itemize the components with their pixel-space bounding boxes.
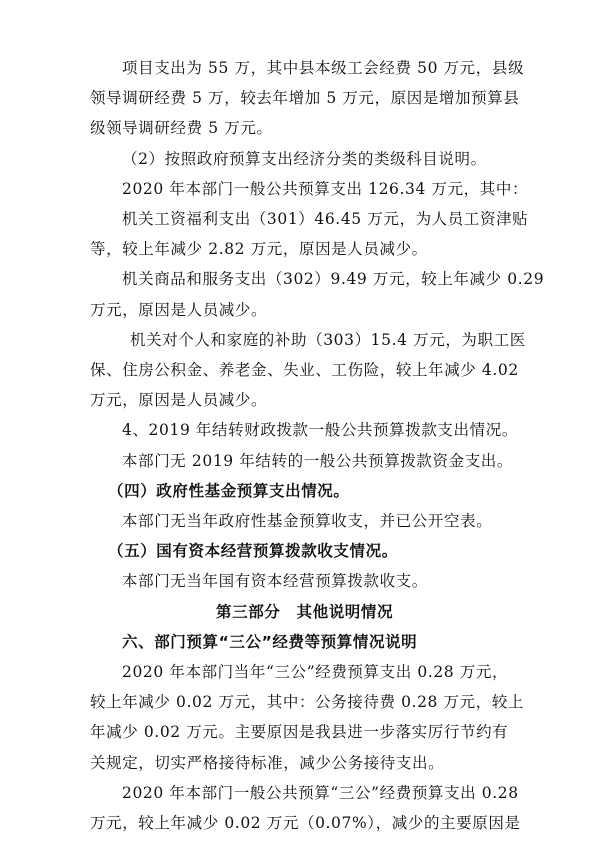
- section-heading: （四）政府性基金预算支出情况。: [108, 481, 350, 500]
- body-line: 2020 年本部门一般公共预算“三公”经费预算支出 0.28: [122, 783, 519, 802]
- body-line: 机关对个人和家庭的补助（303）15.4 万元，为职工医: [130, 330, 526, 349]
- body-line: 等，较上年减少 2.82 万元，原因是人员减少。: [90, 240, 428, 259]
- body-line: 保、住房公积金、养老金、失业、工伤险，较上年减少 4.02: [90, 361, 519, 379]
- section-heading: 六、部门预算“三公”经费等预算情况说明: [122, 632, 418, 651]
- body-line: 级领导调研经费 5 万元。: [90, 119, 273, 138]
- body-line: 机关商品和服务支出（302）9.49 万元，较上年减少 0.29: [122, 270, 545, 289]
- body-line: 机关工资福利支出（301）46.45 万元，为人员工资津贴: [122, 210, 529, 228]
- body-line: 关规定，切实严格接待标准，减少公务接待支出。: [90, 753, 445, 772]
- body-line: 项目支出为 55 万，其中县本级工会经费 50 万元，县级: [122, 59, 525, 77]
- body-line: 本部门无当年国有资本经营预算拨款收支。: [122, 572, 428, 591]
- part-title: 第三部分 其他说明情况: [216, 602, 394, 621]
- body-line: 万元，较上年减少 0.02 万元（0.07%），减少的主要原因是: [90, 814, 521, 832]
- body-line: 万元，原因是人员减少。: [90, 391, 268, 410]
- body-line: 万元，原因是人员减少。: [90, 300, 268, 319]
- body-line: 2020 年本部门当年“三公”经费预算支出 0.28 万元，: [122, 663, 509, 681]
- section-heading: （五）国有资本经营预算拨款收支情况。: [108, 542, 398, 561]
- body-line: 本部门无 2019 年结转的一般公共预算拨款资金支出。: [122, 451, 514, 470]
- body-line: 年减少 0.02 万元。主要原因是我县进一步落实厉行节约有: [90, 723, 509, 742]
- body-line: 较上年减少 0.02 万元，其中：公务接待费 0.28 万元，较上: [90, 693, 525, 712]
- body-line: （2）按照政府预算支出经济分类的类级科目说明。: [122, 149, 487, 168]
- body-line: 领导调研经费 5 万，较去年增加 5 万元，原因是增加预算县: [90, 89, 520, 108]
- body-line: 本部门无当年政府性基金预算收支，并已公开空表。: [122, 512, 493, 530]
- body-line: 2020 年本部门一般公共预算支出 126.34 万元，其中：: [122, 179, 529, 198]
- body-line: 4、2019 年结转财政拨款一般公共预算拨款支出情况。: [122, 421, 518, 440]
